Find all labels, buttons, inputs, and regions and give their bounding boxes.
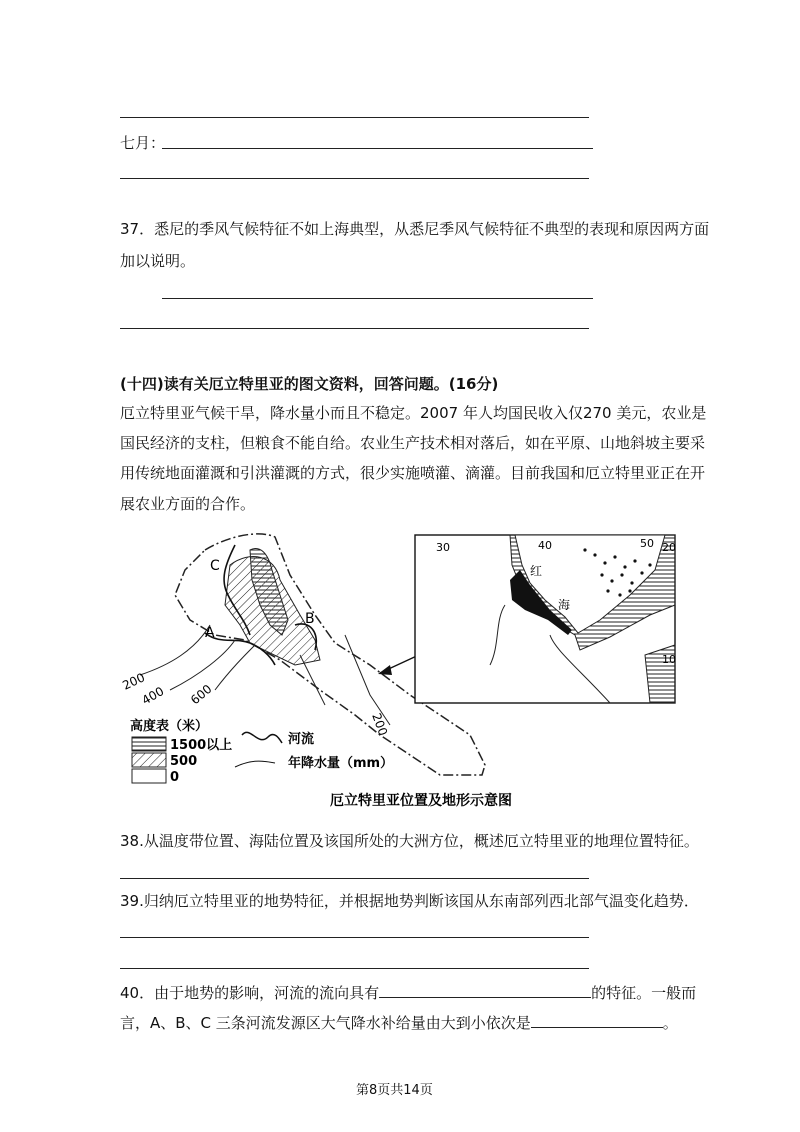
legend-rain-symbol <box>235 761 275 767</box>
q40-line1-a: 40．由于地势的影响，河流的流向具有 <box>120 984 380 1002</box>
answer-line <box>120 937 589 938</box>
answer-line <box>162 148 593 149</box>
legend-item: 1500以上 <box>170 738 233 753</box>
inset-label: 30 <box>436 541 450 554</box>
isohyet-east-2 <box>300 655 325 705</box>
legend-swatch-0 <box>132 769 166 783</box>
q40-line2 <box>120 1013 678 1033</box>
q40-line1-b: 的特征。一般而 <box>591 984 697 1002</box>
answer-line <box>162 298 593 299</box>
section-heading: (十四)读有关厄立特里亚的图文资料，回答问题。(16分) <box>120 375 499 393</box>
para-line: 展农业方面的合作。 <box>120 495 256 513</box>
legend-rain-label: 年降水量（mm） <box>288 756 394 771</box>
answer-line <box>120 178 589 179</box>
para-line: 用传统地面灌溉和引洪灌溉的方式，很少实施喷灌、滴灌。目前我国和厄立特里亚正在开 <box>120 464 706 482</box>
isohyet-label: 200 <box>120 670 148 693</box>
q40-line2-a: 言，A、B、C 三条河流发源区大气降水补给量由大到小依次是 <box>120 1014 531 1032</box>
page-footer: 第8页共14页 <box>356 1083 433 1098</box>
para-line: 厄立特里亚气候干旱，降水量小而且不稳定。2007 年人均国民收入仅270 美元，农业是 <box>120 404 707 422</box>
map-caption: 厄立特里亚位置及地形示意图 <box>330 793 512 809</box>
q40-line1 <box>120 983 696 1003</box>
inset-label: 20 <box>662 541 676 554</box>
eritrea-map-figure <box>110 525 700 825</box>
legend-item: 500 <box>170 754 198 769</box>
q40-line2-b: 。 <box>662 1014 678 1032</box>
q38-text: 38.从温度带位置、海陆位置及该国所处的大洲方位，概述厄立特里亚的地理位置特征。 <box>120 832 699 850</box>
inset-label: 海 <box>558 598 571 612</box>
label-july: 七月： <box>120 134 166 152</box>
answer-line <box>120 968 589 969</box>
isohyet-600 <box>215 645 255 690</box>
legend-river-symbol <box>242 732 282 743</box>
answer-line <box>120 328 589 329</box>
legend-swatch-1500 <box>132 737 166 751</box>
q40-blank-2[interactable] <box>531 1013 663 1028</box>
inset-label: 红 <box>530 564 543 578</box>
q39-text: 39.归纳厄立特里亚的地势特征，并根据地势判断该国从东南部列西北部气温变化趋势． <box>120 892 699 910</box>
isohyet-label: 400 <box>139 684 167 708</box>
answer-line <box>120 878 589 879</box>
legend-river-label: 河流 <box>288 732 315 747</box>
q40-blank-1[interactable] <box>379 983 591 998</box>
inset-label: 10 <box>662 653 676 666</box>
legend-item: 0 <box>170 770 180 785</box>
isohyet-200-west <box>140 625 210 675</box>
isohyet-400 <box>170 640 235 690</box>
point-label-b: B <box>305 611 315 627</box>
inset-label: 50 <box>640 537 654 550</box>
isohyet-label: 600 <box>187 681 215 708</box>
inset-label: 40 <box>538 539 552 552</box>
isohyet-label: 200 <box>369 711 391 738</box>
arrow-head <box>378 665 392 675</box>
q37-line2: 加以说明。 <box>120 252 196 270</box>
inset-map <box>415 535 676 703</box>
para-line: 国民经济的支柱，但粮食不能自给。农业生产技术相对落后，如在平原、山地斜坡主要采 <box>120 434 706 452</box>
legend-swatch-500 <box>132 753 166 767</box>
point-label-c: C <box>210 558 220 574</box>
legend-title: 高度表（米） <box>130 719 209 734</box>
point-label-a: A <box>205 625 215 641</box>
answer-line <box>120 117 589 118</box>
q37-line1: 37．悉尼的季风气候特征不如上海典型，从悉尼季风气候特征不典型的表现和原因两方面 <box>120 220 710 238</box>
